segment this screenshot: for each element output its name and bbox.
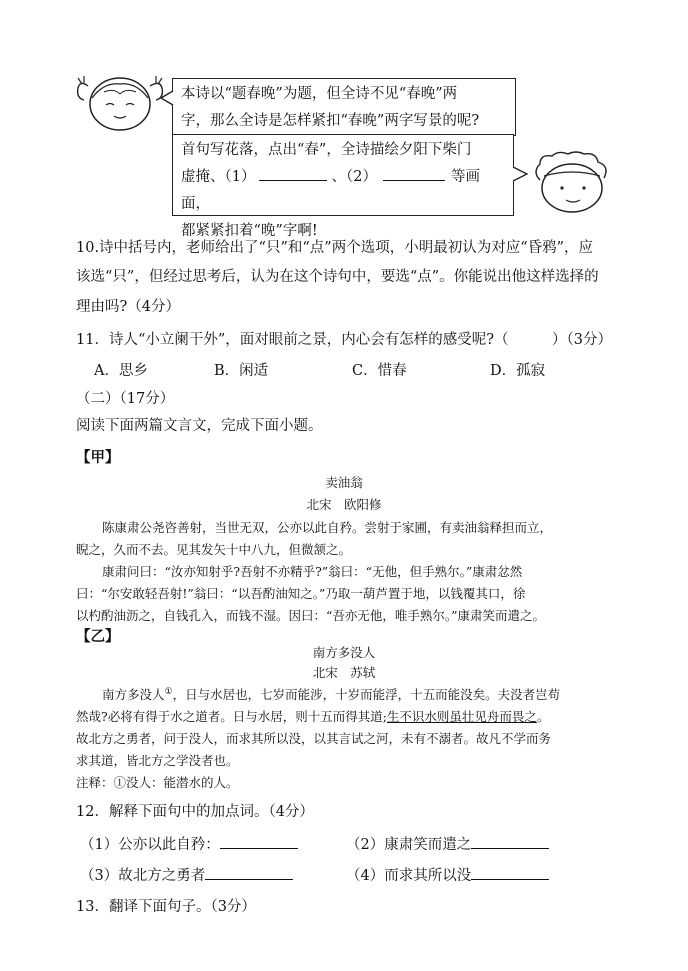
- passage-a-line: 曰：“尔安敢轻吾射!”翁曰：“以吾酌油知之。”乃取一葫芦置于地，以钱覆其口，徐: [76, 586, 526, 601]
- bubble-pointer-right: [512, 166, 528, 182]
- answer-blank-2[interactable]: [383, 166, 445, 181]
- q12-answer-blank-2[interactable]: [471, 834, 549, 849]
- section2-instruction: 阅读下面两篇文言文，完成下面小题。: [76, 418, 323, 434]
- bubble-question-line: 字，那么全诗是怎样紧扣“春晚”两字写景的呢?: [181, 113, 480, 129]
- passage-b-line-2: 然哉?必将有得于水之道者。日与水居，则十五而得其道;生不识水则虽壮见舟而畏之。: [76, 709, 550, 724]
- passage-b-label: 【乙】: [76, 628, 120, 645]
- passage-b-line-4: 求其道，皆北方之学没者也。: [76, 753, 239, 768]
- boy-face-illustration: [530, 150, 614, 214]
- q12-item-4: （4）而求其所以没: [346, 864, 549, 885]
- passage-a-title: 卖油翁: [325, 475, 363, 490]
- underlined-sentence: 生不识水则虽壮见舟而畏之: [386, 709, 537, 724]
- q12-item-3: （3）故北方之勇者: [80, 864, 293, 885]
- bubble-answer-line: 都紧紧扣着“晚”字啊!: [181, 223, 318, 239]
- passage-b-line-1: 南方多没人①，日与水居也，七岁而能涉，十岁而能浮，十五而能没矣。夫没者岂苟: [102, 686, 561, 702]
- answer-blank-1[interactable]: [259, 166, 327, 181]
- q11-stem: 11．诗人“小立阑干外”，面对眼前之景，内心会有怎样的感受呢?（: [76, 332, 509, 348]
- bubble-pointer-left: [160, 90, 174, 106]
- q11-option-b: B．闲适: [214, 363, 269, 379]
- bubble-answer-line: 首句写花落，点出“春”，全诗描绘夕阳下柴门: [181, 142, 472, 158]
- passage-b-author: 北宋 苏轼: [312, 665, 376, 680]
- q12-stem: 12．解释下面句中的加点词。（4分）: [76, 804, 314, 820]
- q11-tail: ）（3分）: [552, 332, 612, 348]
- passage-b-line-3: 故北方之勇者，问于没人，而求其所以没，以其言试之河，未有不溺者。故凡不学而务: [76, 731, 552, 746]
- passage-b-footnote: 注释：①没人：能潜水的人。: [76, 775, 239, 790]
- q11-option-a: A．思乡: [94, 363, 148, 379]
- bubble-answer-line: 虚掩、（1） 、（2） 等画面，: [181, 164, 505, 218]
- q12-answer-blank-1[interactable]: [220, 834, 298, 849]
- passage-a-line: 陈康肃公尧咨善射，当世无双，公亦以此自矜。尝射于家圃，有卖油翁释担而立，: [102, 520, 553, 535]
- q12-item-1: （1）公亦以此自矜：: [80, 833, 298, 854]
- q13-stem: 13．翻译下面句子。（3分）: [76, 899, 256, 915]
- q12-answer-blank-4[interactable]: [471, 865, 549, 880]
- passage-b-title: 南方多没人: [312, 645, 376, 660]
- q10-line: 10.诗中括号内，老师给出了“只”和“点”两个选项，小明最初认为对应“昏鸦”，应: [76, 240, 594, 256]
- q10-line: 该选“只”，但经过思考后，认为在这个诗句中，要选“点”。你能说出他这样选择的: [76, 269, 599, 285]
- q12-item-2: （2）康肃笑而遣之: [346, 833, 549, 854]
- q12-answer-blank-3[interactable]: [205, 865, 293, 880]
- passage-a-label: 【甲】: [76, 449, 120, 466]
- passage-a-line: 睨之，久而不去。见其发矢十中八九，但微颔之。: [76, 542, 352, 557]
- question-speech-bubble: [172, 78, 516, 136]
- q11-option-d: D．孤寂: [490, 363, 546, 379]
- answer-speech-bubble: [172, 134, 514, 239]
- q10-line: 理由吗?（4分）: [76, 299, 180, 315]
- footnote-marker: ①: [164, 686, 173, 697]
- section2-heading: （二）（17分）: [76, 391, 175, 407]
- passage-a-line: 康肃问曰：“汝亦知射乎?吾射不亦精乎?”翁曰：“无他，但手熟尔。”康肃忿然: [102, 564, 523, 579]
- passage-a-author: 北宋 欧阳修: [306, 497, 382, 512]
- bubble-question-line: 本诗以“题春晚”为题，但全诗不见“春晚”两: [181, 86, 458, 102]
- passage-a-line: 以杓酌油沥之，自钱孔入，而钱不湿。因曰：“吾亦无他，唯手熟尔。”康肃笑而遣之。: [76, 608, 546, 623]
- girl-face-illustration: [74, 74, 166, 134]
- q11-option-c: C．惜春: [352, 363, 407, 379]
